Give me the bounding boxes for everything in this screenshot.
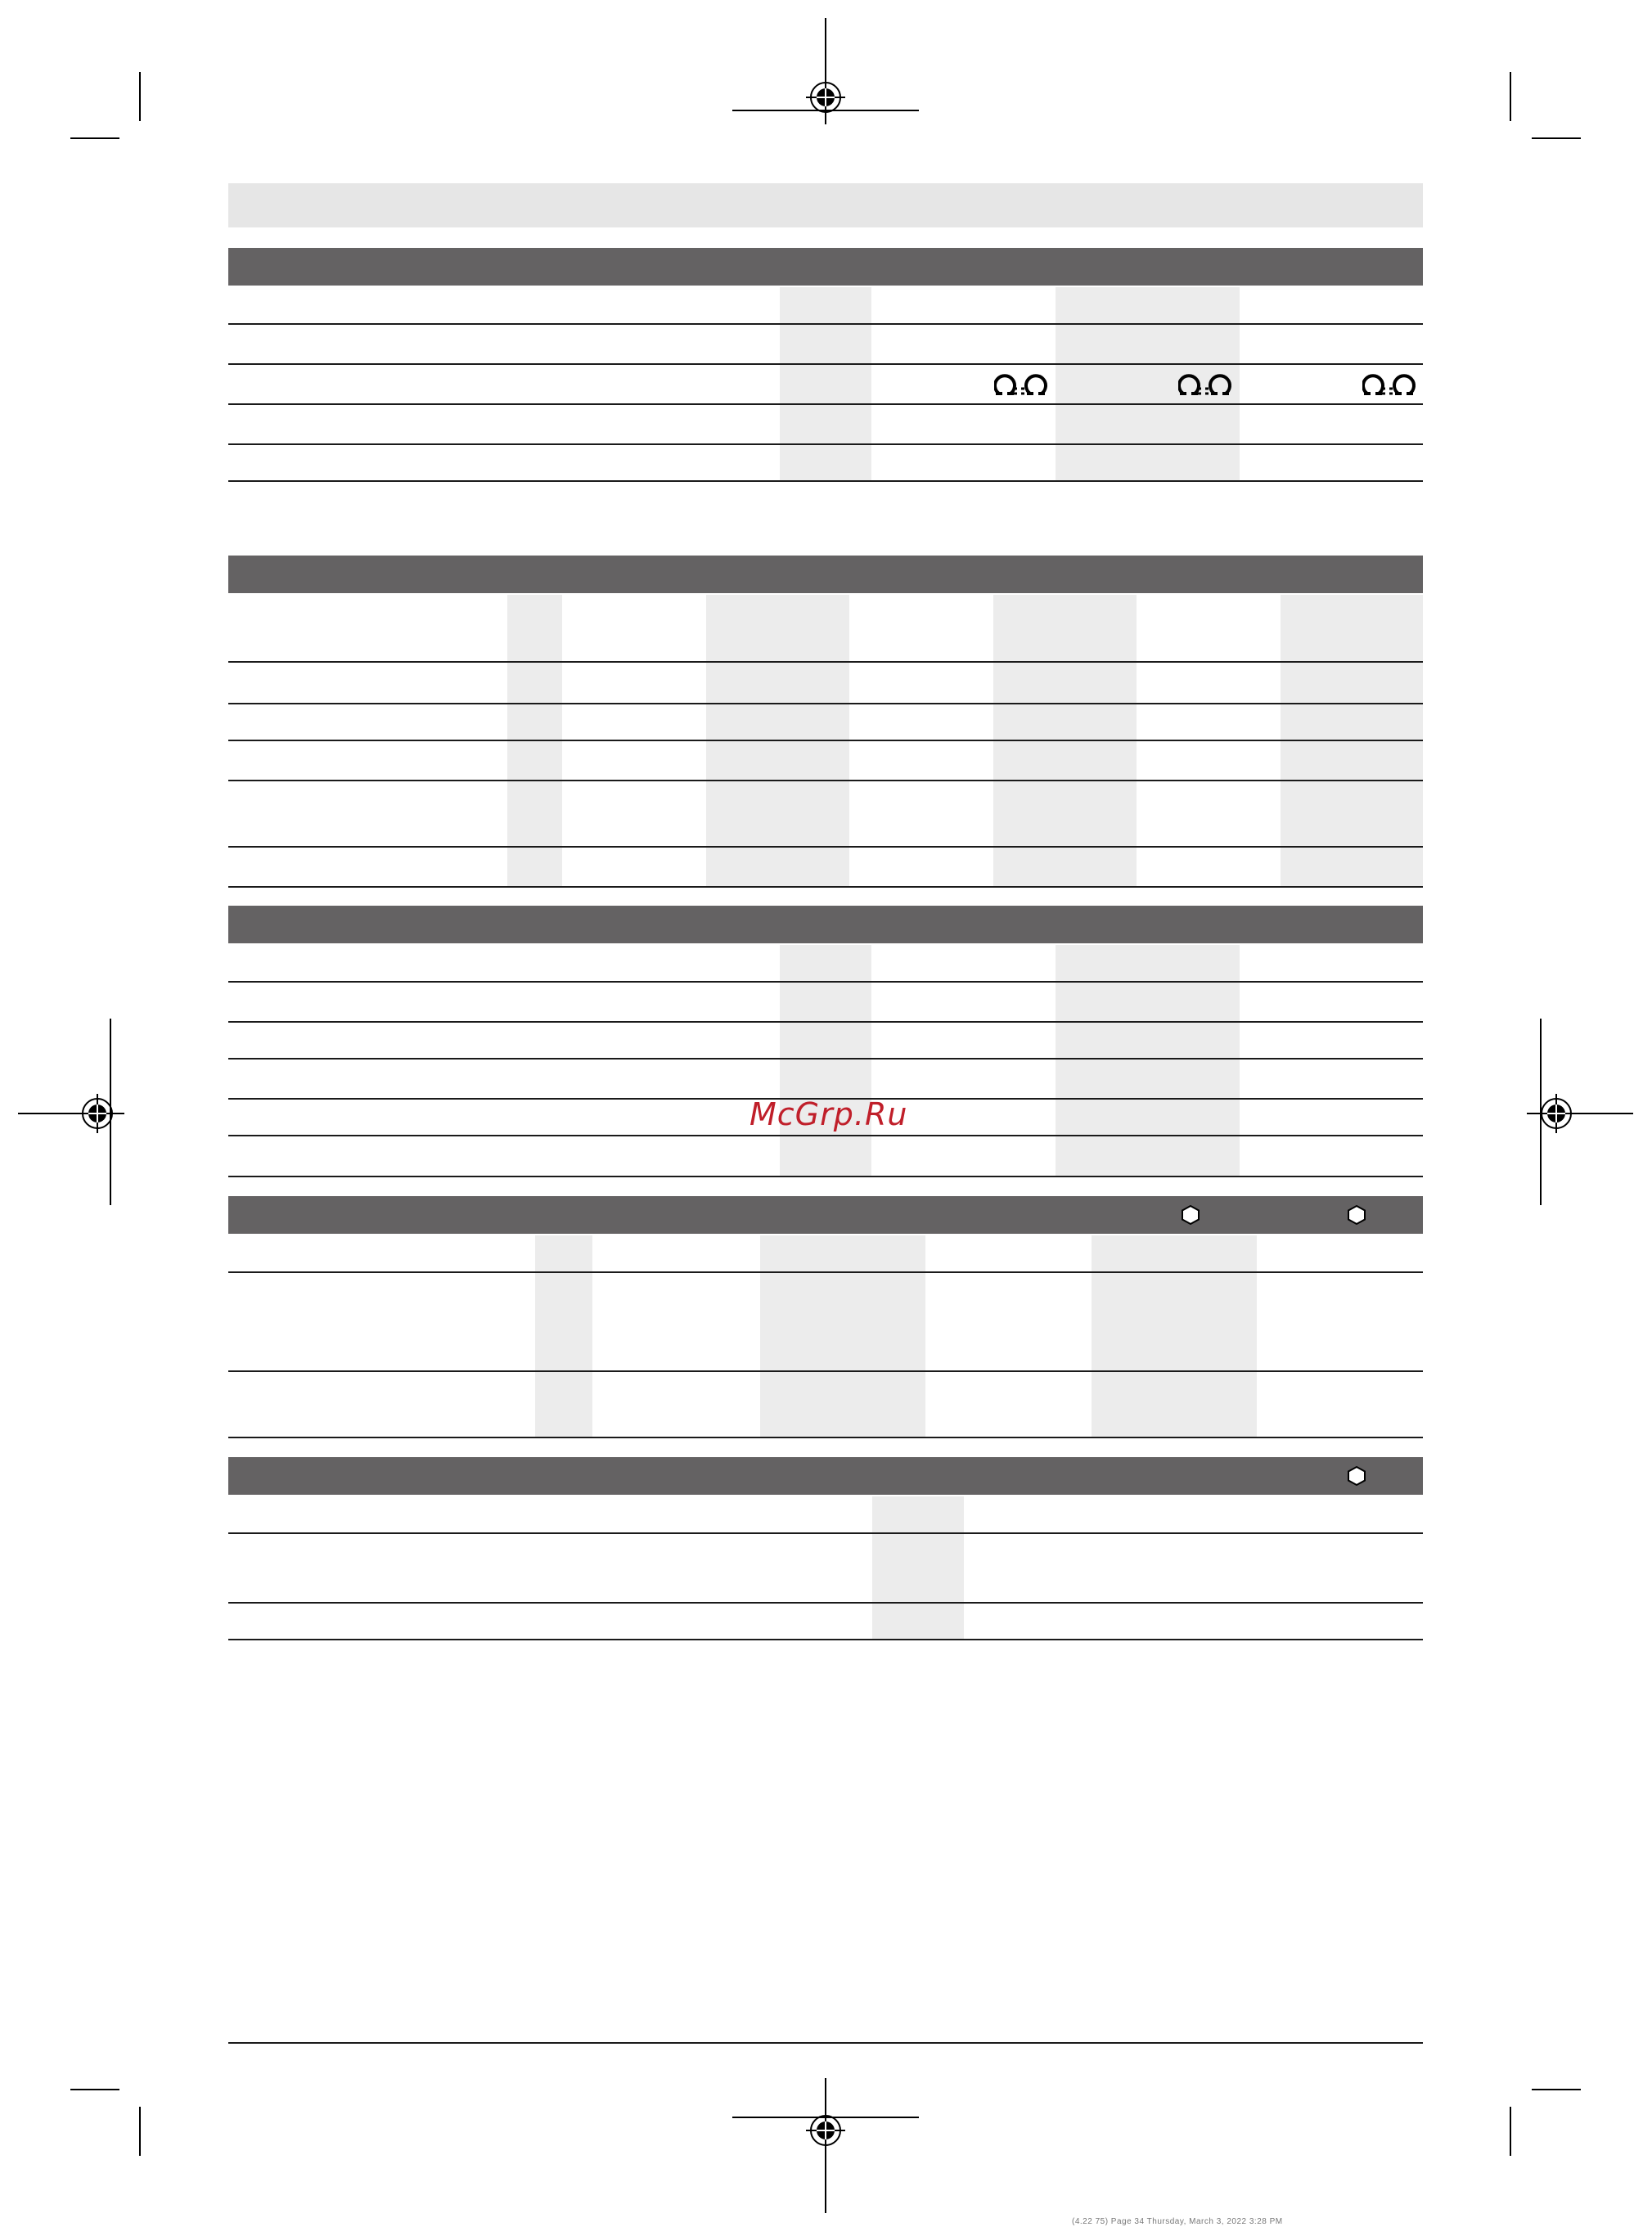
table-row (228, 323, 1423, 325)
registration-target-icon (806, 78, 845, 117)
slug-line: (4.22 75) Page 34 Thursday, March 3, 2022 3:28 PM (1072, 2217, 1283, 2226)
shaded-column (780, 287, 871, 482)
table-row (228, 703, 1423, 704)
table-row (228, 1058, 1423, 1060)
shaded-column (780, 945, 871, 1176)
registration-target-icon (806, 2111, 845, 2150)
hex-shank-icon (1181, 1205, 1200, 1225)
registration-target-icon (1537, 1094, 1576, 1133)
table-row (228, 1437, 1423, 1438)
table-row (228, 740, 1423, 741)
table-row (228, 443, 1423, 445)
table-header-bar (228, 248, 1423, 286)
hex-shank-icon (1347, 1466, 1366, 1486)
hex-shank-icon (1347, 1205, 1366, 1225)
shaded-column (535, 1235, 592, 1438)
table-header-bar (228, 1196, 1423, 1234)
table-header-bar (228, 906, 1423, 943)
footer-rule (228, 2042, 1423, 2044)
table-row (228, 480, 1423, 482)
table-row (228, 1370, 1423, 1372)
table-row (228, 1602, 1423, 1604)
table-row (228, 981, 1423, 983)
swing-selector-icon (1362, 374, 1420, 398)
page-title-bar (228, 183, 1423, 227)
table-row (228, 1021, 1423, 1023)
swing-selector-icon (1178, 374, 1236, 398)
swing-selector-icon (994, 374, 1051, 398)
table-row (228, 1176, 1423, 1177)
registration-target-icon (78, 1094, 117, 1133)
table-row (228, 661, 1423, 663)
table-row (228, 363, 1423, 365)
shaded-column (1092, 1235, 1257, 1438)
table-row (228, 886, 1423, 888)
table-row (228, 1639, 1423, 1640)
table-row (228, 780, 1423, 781)
table-row (228, 1532, 1423, 1534)
shaded-column (872, 1496, 964, 1640)
shaded-column (1056, 945, 1240, 1176)
table-row (228, 1135, 1423, 1136)
table-row (228, 1271, 1423, 1273)
watermark: McGrp.Ru (749, 1096, 908, 1132)
table-row (228, 846, 1423, 848)
table-row (228, 403, 1423, 405)
shaded-column (760, 1235, 925, 1438)
table-header-bar (228, 556, 1423, 593)
table-header-bar (228, 1457, 1423, 1495)
